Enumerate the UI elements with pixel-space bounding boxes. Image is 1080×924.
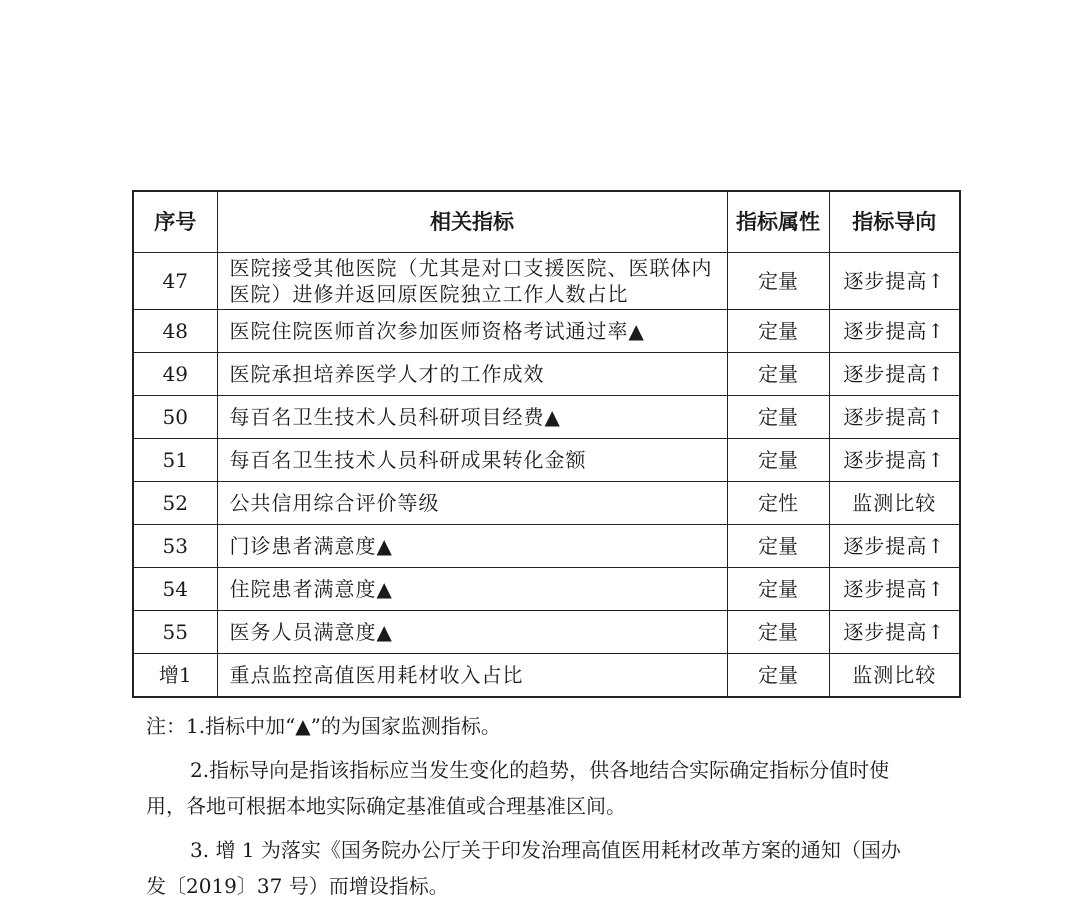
note-1: 注：1.指标中加“▲”的为国家监测指标。 [146,714,501,738]
row-direction: 逐步提高↑ [829,396,960,439]
row-attribute: 定量 [727,253,829,310]
row-direction: 监测比较 [829,654,960,698]
row-indicator: 每百名卫生技术人员科研项目经费▲ [217,396,727,439]
row-attribute: 定量 [727,654,829,698]
row-indicator: 医务人员满意度▲ [217,611,727,654]
row-num: 52 [133,482,217,525]
row-indicator: 重点监控高值医用耗材收入占比 [217,654,727,698]
note-3-line-1: 3. 增 1 为落实《国务院办公厅关于印发治理高值医用耗材改革方案的通知（国办 [190,838,901,862]
row-direction: 监测比较 [829,482,960,525]
row-indicator: 门诊患者满意度▲ [217,525,727,568]
row-indicator: 医院住院医师首次参加医师资格考试通过率▲ [217,310,727,353]
header-attribute: 指标属性 [727,191,829,253]
row-attribute: 定量 [727,525,829,568]
row-num: 55 [133,611,217,654]
table-row [133,310,960,353]
row-indicator: 公共信用综合评价等级 [217,482,727,525]
row-indicator: 每百名卫生技术人员科研成果转化金额 [217,439,727,482]
table-row [133,654,960,698]
note-2-line-1: 2.指标导向是指该指标应当发生变化的趋势，供各地结合实际确定指标分值时使 [190,758,890,782]
row-num: 49 [133,353,217,396]
note-2-line-2: 用，各地可根据本地实际确定基准值或合理基准区间。 [146,794,626,818]
row-direction: 逐步提高↑ [829,525,960,568]
row-attribute: 定量 [727,396,829,439]
table-row [133,396,960,439]
row-num: 48 [133,310,217,353]
note-3-line-2: 发〔2019〕37 号）而增设指标。 [146,874,449,898]
row-direction: 逐步提高↑ [829,353,960,396]
table-header-row [133,191,960,253]
table-row [133,525,960,568]
header-num: 序号 [133,191,217,253]
table-row [133,439,960,482]
table-row [133,482,960,525]
row-num: 47 [133,253,217,310]
row-num: 54 [133,568,217,611]
header-direction: 指标导向 [829,191,960,253]
table-row [133,568,960,611]
table-row [133,353,960,396]
indicator-table [132,190,961,698]
row-direction: 逐步提高↑ [829,253,960,310]
row-num: 53 [133,525,217,568]
row-attribute: 定量 [727,353,829,396]
header-indicator: 相关指标 [217,191,727,253]
row-num: 51 [133,439,217,482]
row-direction: 逐步提高↑ [829,568,960,611]
row-direction: 逐步提高↑ [829,310,960,353]
row-attribute: 定量 [727,611,829,654]
row-direction: 逐步提高↑ [829,439,960,482]
row-indicator: 医院接受其他医院（尤其是对口支援医院、医联体内医院）进修并返回原医院独立工作人数占比 [217,253,727,310]
row-num: 50 [133,396,217,439]
row-direction: 逐步提高↑ [829,611,960,654]
row-num: 增1 [133,654,217,698]
row-attribute: 定量 [727,568,829,611]
row-indicator: 医院承担培养医学人才的工作成效 [217,353,727,396]
row-attribute: 定量 [727,310,829,353]
row-indicator: 住院患者满意度▲ [217,568,727,611]
table-row [133,253,960,310]
table-row [133,611,960,654]
row-attribute: 定量 [727,439,829,482]
row-attribute: 定性 [727,482,829,525]
table-notes [146,708,958,904]
